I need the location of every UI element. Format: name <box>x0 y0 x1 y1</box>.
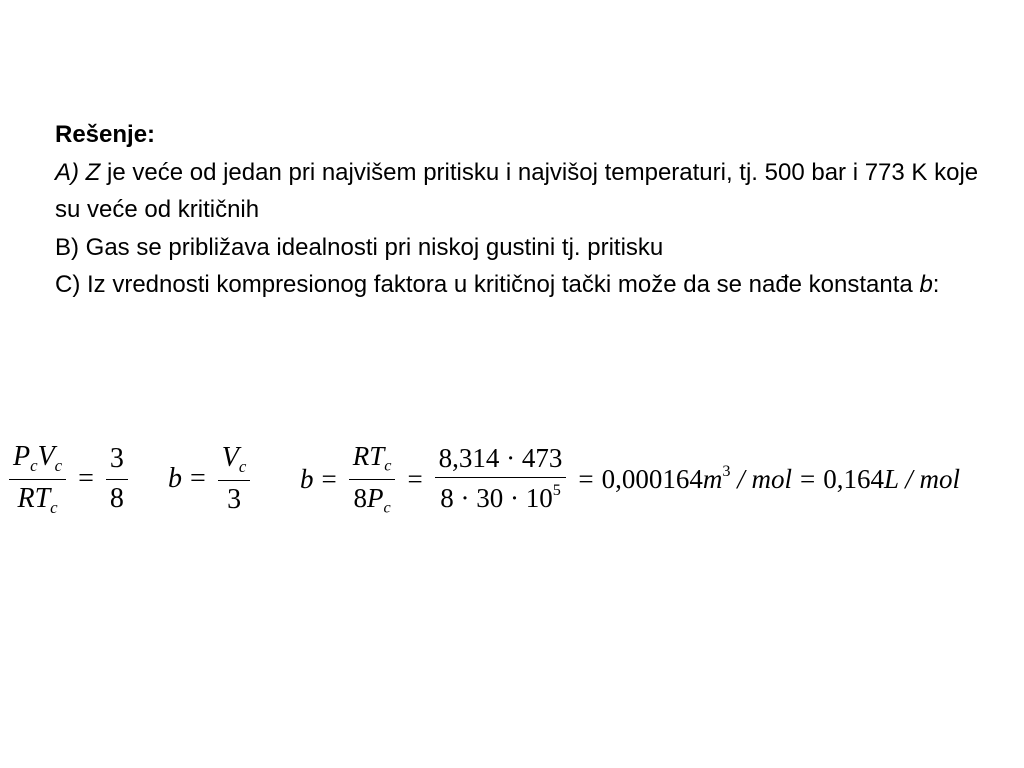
fraction-pv-over-rt <box>9 441 66 516</box>
var-p: P <box>366 482 384 513</box>
fraction-three-eighths <box>106 443 128 514</box>
part-c-variable: b <box>919 271 933 298</box>
equals-sign: = <box>800 463 816 494</box>
unit-l-per-mol: L / mol <box>884 463 961 494</box>
part-a-label: A) <box>55 158 79 186</box>
fraction-vc-over-3 <box>218 442 251 515</box>
exponent: 5 <box>552 481 561 500</box>
var-p: P <box>13 441 31 473</box>
numeric-numerator: 8,314 · 473 <box>435 443 567 478</box>
var-rt: RT <box>17 482 51 514</box>
result-m3 <box>602 462 792 495</box>
equals-sign: = <box>78 463 94 494</box>
part-a <box>55 154 995 229</box>
part-c <box>55 266 995 304</box>
solution-text <box>55 116 995 304</box>
solution-heading: Rešenje: <box>55 121 156 148</box>
var-rt: RT <box>352 441 385 472</box>
coefficient: 8 <box>353 482 367 513</box>
result-l <box>823 464 960 495</box>
result-value: 0,000164 <box>601 464 703 495</box>
part-a-variable: Z <box>85 158 101 186</box>
denominator: 3 <box>227 483 242 515</box>
formula-critical-compressibility <box>5 434 132 524</box>
equals-sign: = <box>578 463 594 494</box>
sub-c: c <box>50 497 58 517</box>
formula-b-calculation <box>300 434 960 524</box>
fraction-rt-over-8p <box>349 441 396 517</box>
var-b: b <box>300 463 314 494</box>
formula-b-from-volume <box>168 434 254 524</box>
numerator: 3 <box>106 443 128 479</box>
result-value: 0,164 <box>823 463 884 494</box>
fraction-numeric <box>435 443 567 514</box>
equals-sign: = <box>321 463 337 494</box>
var-b: b <box>168 463 182 494</box>
part-b: B) Gas se približava idealnosti pri niskoj gustini tj. pritisku <box>55 233 664 261</box>
numeric-denominator: 8 · 30 · 10 <box>440 483 553 514</box>
part-a-text: je veće od jedan pri najvišem pritisku i najvišoj temperaturi, tj. 500 bar i 773 K koje su veće od kritičnih <box>55 158 979 223</box>
var-v: V <box>37 441 55 473</box>
sub-c: c <box>384 456 392 475</box>
equals-sign: = <box>190 463 206 494</box>
equals-sign: = <box>407 463 423 494</box>
sub-c: c <box>238 457 247 477</box>
denominator: 8 <box>109 482 124 514</box>
sub-c: c <box>383 498 391 517</box>
unit-per-mol: / mol <box>730 464 793 495</box>
unit-m: m <box>702 464 723 495</box>
sub-c: c <box>54 456 63 476</box>
sub-c: c <box>30 456 38 476</box>
part-c-end: : <box>932 271 940 298</box>
exponent: 3 <box>722 462 731 481</box>
var-v: V <box>221 442 239 474</box>
part-c-text: C) Iz vrednosti kompresionog faktora u kritičnoj tački može da se nađe konstanta <box>55 271 913 298</box>
